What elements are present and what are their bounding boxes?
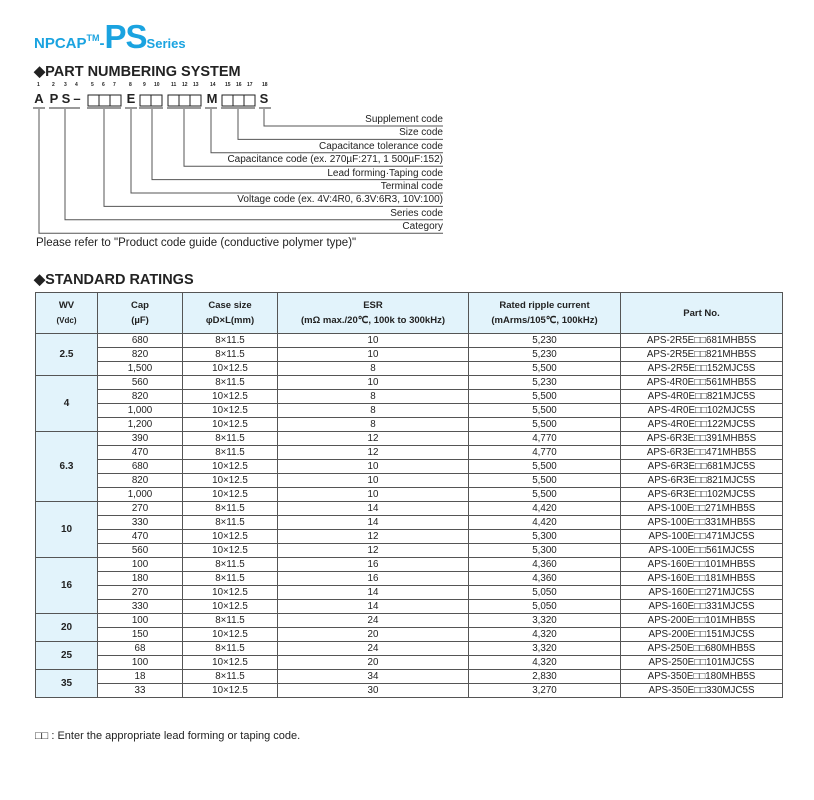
case-size-cell: 10×12.5 [183, 418, 278, 432]
part-no-cell: APS-6R3E□□391MHB5S [621, 432, 783, 446]
case-size-cell: 8×11.5 [183, 642, 278, 656]
position-number: 10 [154, 82, 160, 88]
wv-cell: 2.5 [36, 334, 98, 376]
case-size-cell: 8×11.5 [183, 376, 278, 390]
code-box [99, 95, 110, 106]
cap-cell: 270 [98, 586, 183, 600]
cap-cell: 1,500 [98, 362, 183, 376]
table-row [36, 670, 783, 684]
cap-cell: 1,000 [98, 488, 183, 502]
column-header [36, 293, 98, 334]
part-no-cell: APS-250E□□680MHB5S [621, 642, 783, 656]
cap-cell: 150 [98, 628, 183, 642]
header-subline: φD×L(mm) [205, 315, 255, 326]
part-no-cell: APS-2R5E□□821MHB5S [621, 348, 783, 362]
table-row [36, 334, 783, 348]
table-row [36, 446, 783, 460]
esr-cell: 24 [278, 614, 469, 628]
table-row [36, 460, 783, 474]
code-label: Capacitance tolerance code [319, 140, 443, 152]
code-box [88, 95, 99, 106]
position-number: 16 [236, 82, 242, 88]
ripple-cell: 5,050 [469, 586, 621, 600]
ripple-cell: 5,230 [469, 376, 621, 390]
esr-cell: 10 [278, 334, 469, 348]
code-label: Voltage code (ex. 4V:4R0, 6.3V:6R3, 10V:100) [237, 194, 443, 206]
ripple-cell: 2,830 [469, 670, 621, 684]
table-row [36, 502, 783, 516]
wv-cell: 16 [36, 558, 98, 614]
code-char: S [61, 91, 71, 106]
position-number: 14 [210, 82, 216, 88]
case-size-cell: 10×12.5 [183, 600, 278, 614]
code-box [168, 95, 179, 106]
code-box [151, 95, 162, 106]
wv-cell: 6.3 [36, 432, 98, 502]
table-row [36, 656, 783, 670]
table-row [36, 684, 783, 698]
cap-cell: 33 [98, 684, 183, 698]
cap-cell: 100 [98, 558, 183, 572]
code-label: Size code [399, 127, 443, 139]
position-number: 6 [102, 82, 105, 88]
header-subline: (mArms/105℃, 100kHz) [491, 315, 598, 326]
ripple-cell: 5,500 [469, 418, 621, 432]
table-row [36, 488, 783, 502]
part-no-cell: APS-4R0E□□821MJC5S [621, 390, 783, 404]
table-row [36, 432, 783, 446]
case-size-cell: 10×12.5 [183, 586, 278, 600]
table-row [36, 544, 783, 558]
table-row [36, 376, 783, 390]
part-numbering-diagram [0, 0, 814, 260]
table-row [36, 600, 783, 614]
cap-cell: 820 [98, 474, 183, 488]
table-row [36, 572, 783, 586]
cap-cell: 470 [98, 530, 183, 544]
ripple-cell: 3,270 [469, 684, 621, 698]
wv-cell: 35 [36, 670, 98, 698]
table-row [36, 474, 783, 488]
code-box [179, 95, 190, 106]
position-number: 8 [129, 82, 132, 88]
case-size-cell: 10×12.5 [183, 530, 278, 544]
part-no-cell: APS-160E□□181MHB5S [621, 572, 783, 586]
esr-cell: 16 [278, 558, 469, 572]
cap-cell: 820 [98, 348, 183, 362]
part-no-cell: APS-100E□□561MJC5S [621, 544, 783, 558]
cap-cell: 560 [98, 544, 183, 558]
esr-cell: 10 [278, 376, 469, 390]
ripple-cell: 3,320 [469, 642, 621, 656]
position-number: 2 [52, 82, 55, 88]
cap-cell: 18 [98, 670, 183, 684]
cap-cell: 330 [98, 516, 183, 530]
position-number: 7 [113, 82, 116, 88]
code-char: – [73, 91, 81, 106]
code-label: Category [402, 221, 443, 233]
esr-cell: 10 [278, 460, 469, 474]
part-no-cell: APS-6R3E□□821MJC5S [621, 474, 783, 488]
header-line: Rated ripple current [499, 300, 590, 311]
code-label: Series code [390, 207, 443, 219]
case-size-cell: 8×11.5 [183, 348, 278, 362]
case-size-cell: 8×11.5 [183, 432, 278, 446]
code-label: Terminal code [380, 181, 443, 192]
code-label: Capacitance code (ex. 270µF:271, 1 500µF:152) [227, 154, 443, 166]
case-size-cell: 10×12.5 [183, 404, 278, 418]
esr-cell: 34 [278, 670, 469, 684]
position-number: 11 [171, 82, 177, 88]
cap-cell: 68 [98, 642, 183, 656]
part-no-cell: APS-4R0E□□561MHB5S [621, 376, 783, 390]
ripple-cell: 5,500 [469, 404, 621, 418]
part-no-cell: APS-160E□□101MHB5S [621, 558, 783, 572]
ripple-cell: 5,500 [469, 488, 621, 502]
table-row [36, 642, 783, 656]
part-no-cell: APS-2R5E□□681MHB5S [621, 334, 783, 348]
cap-cell: 470 [98, 446, 183, 460]
part-no-cell: APS-6R3E□□471MHB5S [621, 446, 783, 460]
part-no-cell: APS-100E□□331MHB5S [621, 516, 783, 530]
product-code-note: Please refer to "Product code guide (conductive polymer type)" [36, 237, 357, 249]
part-no-cell: APS-4R0E□□122MJC5S [621, 418, 783, 432]
cap-cell: 270 [98, 502, 183, 516]
cap-cell: 1,200 [98, 418, 183, 432]
part-no-cell: APS-200E□□101MHB5S [621, 614, 783, 628]
case-size-cell: 8×11.5 [183, 572, 278, 586]
code-char: S [259, 91, 269, 106]
case-size-cell: 8×11.5 [183, 516, 278, 530]
series-word: Series [146, 36, 186, 51]
esr-cell: 10 [278, 488, 469, 502]
position-number: 18 [262, 82, 268, 88]
part-no-cell: APS-200E□□151MJC5S [621, 628, 783, 642]
esr-cell: 12 [278, 446, 469, 460]
ripple-cell: 5,300 [469, 530, 621, 544]
cap-cell: 180 [98, 572, 183, 586]
part-no-cell: APS-2R5E□□152MJC5S [621, 362, 783, 376]
ripple-cell: 5,230 [469, 348, 621, 362]
esr-cell: 16 [278, 572, 469, 586]
ripple-cell: 4,320 [469, 628, 621, 642]
code-label: Supplement code [365, 114, 443, 125]
ripple-cell: 4,770 [469, 432, 621, 446]
position-number: 17 [247, 82, 253, 88]
ripple-cell: 5,500 [469, 390, 621, 404]
ripple-cell: 4,360 [469, 558, 621, 572]
case-size-cell: 8×11.5 [183, 502, 278, 516]
esr-cell: 10 [278, 348, 469, 362]
case-size-cell: 10×12.5 [183, 628, 278, 642]
ratings-table [35, 292, 783, 698]
esr-cell: 20 [278, 628, 469, 642]
esr-cell: 14 [278, 516, 469, 530]
case-size-cell: 8×11.5 [183, 446, 278, 460]
esr-cell: 14 [278, 600, 469, 614]
table-row [36, 516, 783, 530]
esr-cell: 10 [278, 474, 469, 488]
position-number: 15 [225, 82, 231, 88]
table-row [36, 404, 783, 418]
ripple-cell: 5,230 [469, 334, 621, 348]
header-line: Part No. [683, 307, 720, 319]
code-label: Lead forming·Taping code [327, 167, 443, 179]
wv-cell: 20 [36, 614, 98, 642]
part-no-cell: APS-100E□□271MHB5S [621, 502, 783, 516]
ripple-cell: 5,500 [469, 474, 621, 488]
part-no-cell: APS-4R0E□□102MJC5S [621, 404, 783, 418]
table-row [36, 558, 783, 572]
header-line: Cap [131, 300, 149, 311]
position-number: 12 [182, 82, 188, 88]
cap-cell: 820 [98, 390, 183, 404]
part-no-cell: APS-6R3E□□681MJC5S [621, 460, 783, 474]
part-no-cell: APS-250E□□101MJC5S [621, 656, 783, 670]
table-row [36, 362, 783, 376]
ripple-cell: 3,320 [469, 614, 621, 628]
ripple-cell: 4,320 [469, 656, 621, 670]
wv-cell: 10 [36, 502, 98, 558]
wv-cell: 25 [36, 642, 98, 670]
case-size-cell: 10×12.5 [183, 390, 278, 404]
table-row [36, 418, 783, 432]
position-number: 4 [75, 82, 78, 88]
code-char: M [206, 91, 218, 106]
case-size-cell: 10×12.5 [183, 362, 278, 376]
case-size-cell: 10×12.5 [183, 544, 278, 558]
cap-cell: 560 [98, 376, 183, 390]
standard-ratings-heading: ◆STANDARD RATINGS [34, 272, 194, 288]
position-number: 5 [91, 82, 94, 88]
code-char: E [126, 91, 136, 106]
esr-cell: 30 [278, 684, 469, 698]
table-row [36, 390, 783, 404]
position-number: 13 [193, 82, 199, 88]
case-size-cell: 10×12.5 [183, 684, 278, 698]
table-row [36, 614, 783, 628]
cap-cell: 390 [98, 432, 183, 446]
wv-cell: 4 [36, 376, 98, 432]
esr-cell: 24 [278, 642, 469, 656]
cap-cell: 100 [98, 656, 183, 670]
cap-cell: 330 [98, 600, 183, 614]
esr-cell: 14 [278, 502, 469, 516]
code-box [233, 95, 244, 106]
ripple-cell: 5,300 [469, 544, 621, 558]
table-row [36, 586, 783, 600]
code-box [190, 95, 201, 106]
part-no-cell: APS-100E□□471MJC5S [621, 530, 783, 544]
ripple-cell: 5,500 [469, 362, 621, 376]
taping-code-note: □□ : Enter the appropriate lead forming or taping code. [35, 730, 301, 742]
column-header [621, 293, 783, 334]
ripple-cell: 4,360 [469, 572, 621, 586]
cap-cell: 680 [98, 460, 183, 474]
cap-cell: 100 [98, 614, 183, 628]
header-line: WV [58, 300, 75, 311]
code-box [140, 95, 151, 106]
esr-cell: 12 [278, 544, 469, 558]
ripple-cell: 5,050 [469, 600, 621, 614]
title-dash: - [99, 35, 105, 52]
case-size-cell: 8×11.5 [183, 670, 278, 684]
part-no-cell: APS-350E□□180MHB5S [621, 670, 783, 684]
case-size-cell: 10×12.5 [183, 460, 278, 474]
case-size-cell: 8×11.5 [183, 558, 278, 572]
code-box [110, 95, 121, 106]
code-char: P [49, 91, 59, 106]
column-header [98, 293, 183, 334]
position-number: 9 [143, 82, 146, 88]
ripple-cell: 4,420 [469, 516, 621, 530]
header-subline: (Vdc) [56, 316, 77, 325]
case-size-cell: 10×12.5 [183, 474, 278, 488]
table-row [36, 530, 783, 544]
title-prefix: NPCAP [34, 35, 87, 52]
cap-cell: 1,000 [98, 404, 183, 418]
table-row [36, 348, 783, 362]
code-char: A [34, 91, 44, 106]
case-size-cell: 8×11.5 [183, 334, 278, 348]
ripple-cell: 4,420 [469, 502, 621, 516]
esr-cell: 8 [278, 418, 469, 432]
column-header [183, 293, 278, 334]
part-numbering-heading: ◆PART NUMBERING SYSTEM [34, 64, 241, 80]
ripple-cell: 5,500 [469, 460, 621, 474]
part-no-cell: APS-350E□□330MJC5S [621, 684, 783, 698]
esr-cell: 12 [278, 530, 469, 544]
header-subline: (µF) [131, 315, 149, 326]
case-size-cell: 10×12.5 [183, 488, 278, 502]
trademark: TM [86, 33, 100, 43]
position-number: 1 [37, 82, 40, 88]
column-header [278, 293, 469, 334]
esr-cell: 14 [278, 586, 469, 600]
esr-cell: 8 [278, 362, 469, 376]
table-row [36, 628, 783, 642]
esr-cell: 12 [278, 432, 469, 446]
case-size-cell: 10×12.5 [183, 656, 278, 670]
ripple-cell: 4,770 [469, 446, 621, 460]
column-header [469, 293, 621, 334]
series-code: PS [104, 18, 147, 55]
part-no-cell: APS-6R3E□□102MJC5S [621, 488, 783, 502]
part-no-cell: APS-160E□□331MJC5S [621, 600, 783, 614]
cap-cell: 680 [98, 334, 183, 348]
header-line: ESR [363, 300, 383, 311]
position-number: 3 [64, 82, 67, 88]
header-subline: (mΩ max./20℃, 100k to 300kHz) [301, 315, 445, 326]
case-size-cell: 8×11.5 [183, 614, 278, 628]
code-box [244, 95, 255, 106]
esr-cell: 8 [278, 390, 469, 404]
header-line: Case size [208, 300, 252, 311]
esr-cell: 20 [278, 656, 469, 670]
part-no-cell: APS-160E□□271MJC5S [621, 586, 783, 600]
code-box [222, 95, 233, 106]
esr-cell: 8 [278, 404, 469, 418]
